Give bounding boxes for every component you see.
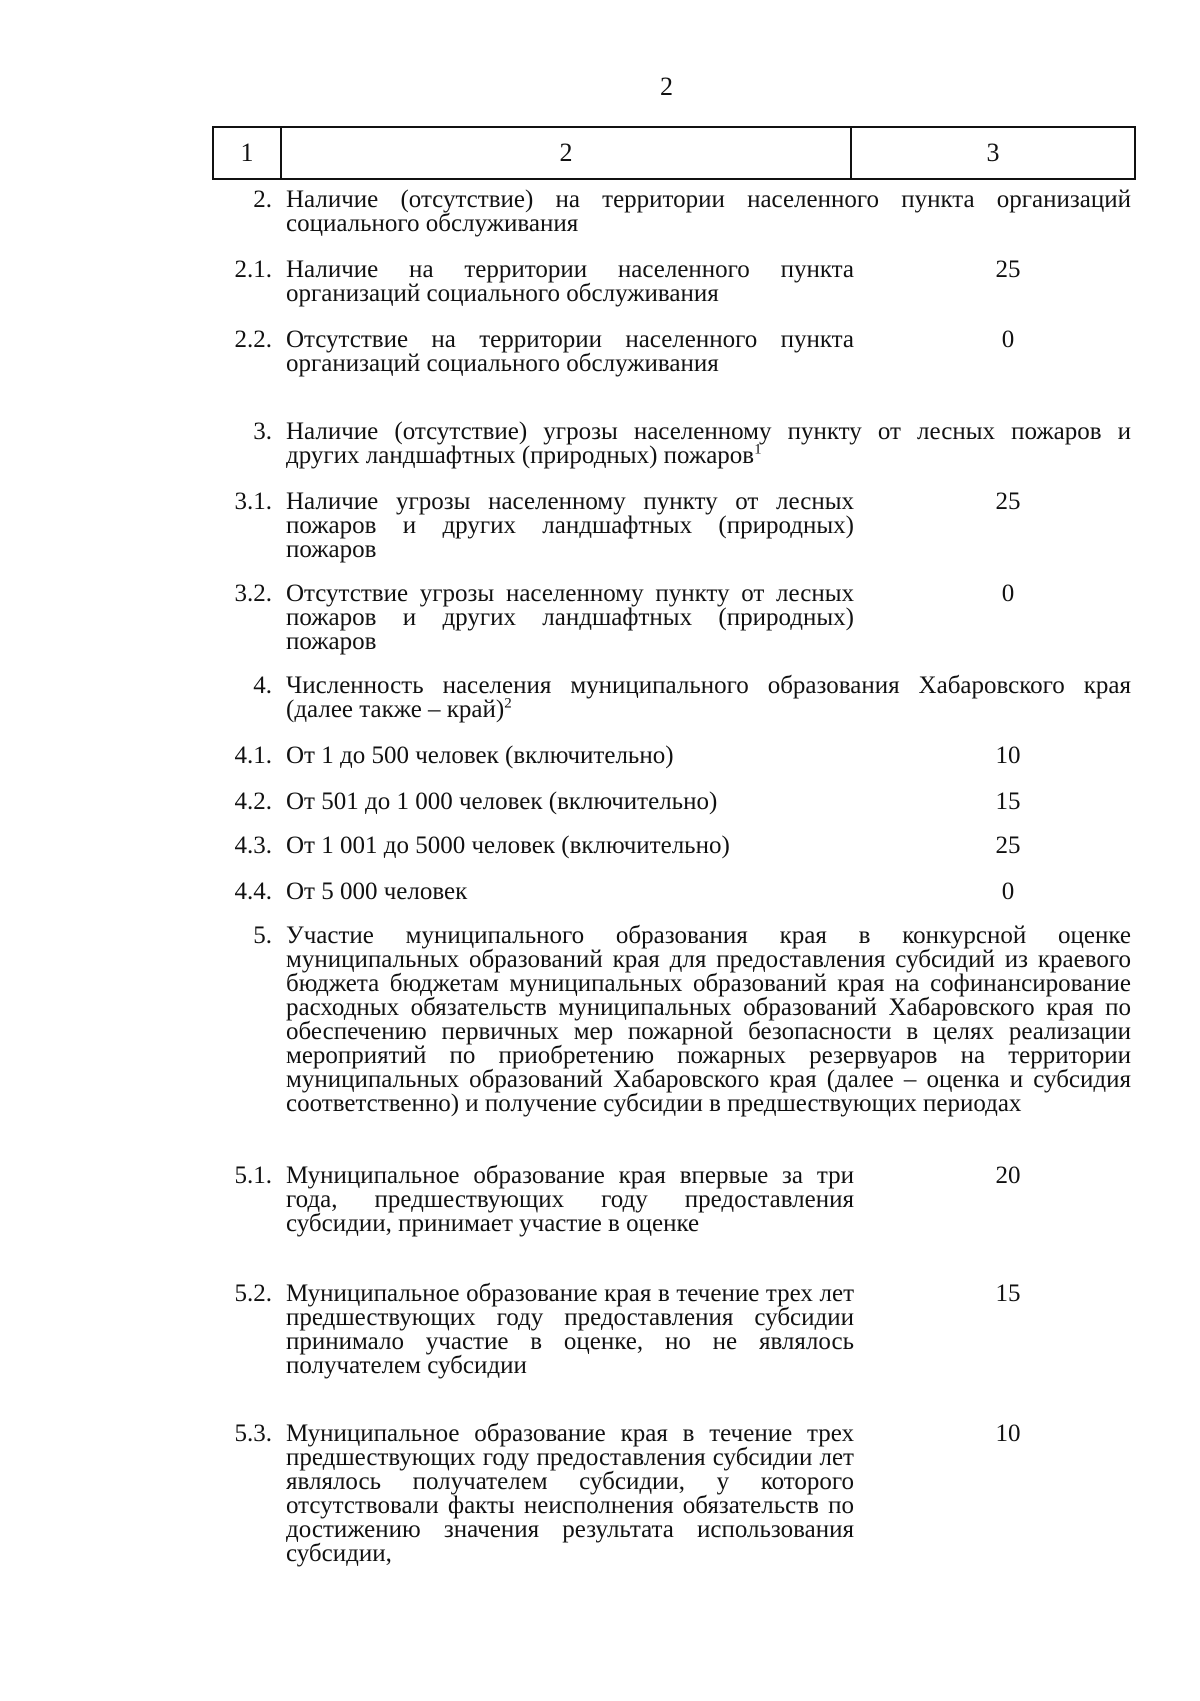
row-number: 3. (253, 418, 272, 445)
table-header-row (212, 126, 1136, 180)
row-text-content: Наличие (отсутствие) угрозы населенному пункту от лесных пожаров и других ландшафтных (природных) пожаров (286, 418, 1131, 469)
row-number: 4. (253, 672, 272, 699)
row-text (286, 674, 1131, 722)
row-text: Муниципальное образование края в течение трех лет предшествующих году предоставления субсидии принимало участие в оценке, но не являлось получателем субсидии (286, 1280, 854, 1379)
footnote-marker: 2 (504, 695, 512, 712)
row-number: 5.2. (234, 1280, 272, 1307)
row-score: 15 (995, 788, 1021, 815)
row-number: 4.1. (234, 742, 272, 769)
row-text: От 501 до 1 000 человек (включительно) (286, 788, 718, 815)
row-text: Муниципальное образование края впервые за три года, предшествующих году предоставления субсидии, принимает участие в оценке (286, 1162, 854, 1237)
row-number: 4.3. (234, 832, 272, 859)
row-text: Участие муниципального образования края в конкурсной оценке муниципальных образований края для предоставления субсидий из краевого бюджета бюджетам муниципальных образований края на софинансирование расходных обязательств муниципальных образований Хабаровского края по обеспечению первичных мер пожарной безопасности в целях реализации мероприятий по приобретению пожарных резервуаров на территории муниципальных образований Хабаровского края (далее – оценка и субсидия соответственно) и получение субсидии в предшествующих периодах (286, 922, 1131, 1117)
row-number: 5.3. (234, 1420, 272, 1447)
row-text: Наличие на территории населенного пункта организаций социального обслуживания (286, 256, 854, 307)
row-number: 2.1. (234, 256, 272, 283)
row-text (286, 420, 1131, 468)
row-number: 2.2. (234, 326, 272, 353)
row-score: 10 (995, 1420, 1021, 1447)
header-col-2: 2 (282, 128, 852, 178)
row-number: 3.1. (234, 488, 272, 515)
page-number: 2 (660, 72, 673, 101)
row-score: 0 (1001, 878, 1015, 905)
row-text-content: Численность населения муниципального образования Хабаровского края (далее также – край) (286, 672, 1131, 723)
header-col-1: 1 (214, 128, 282, 178)
row-number: 5. (253, 922, 272, 949)
row-number: 5.1. (234, 1162, 272, 1189)
row-score: 25 (995, 488, 1021, 515)
row-text: Наличие (отсутствие) на территории населенного пункта организаций социального обслуживания (286, 186, 1131, 237)
row-number: 2. (253, 186, 272, 213)
row-score: 15 (995, 1280, 1021, 1307)
header-col-3: 3 (986, 138, 1000, 167)
row-text: Отсутствие на территории населенного пункта организаций социального обслуживания (286, 326, 854, 377)
row-score: 20 (995, 1162, 1021, 1189)
row-text: От 1 001 до 5000 человек (включительно) (286, 832, 730, 859)
row-score: 25 (995, 256, 1021, 283)
row-number: 4.2. (234, 788, 272, 815)
footnote-marker: 1 (754, 441, 762, 458)
row-text: От 1 до 500 человек (включительно) (286, 742, 674, 769)
row-text: От 5 000 человек (286, 878, 468, 905)
row-text: Муниципальное образование края в течение трех предшествующих году предоставления субсидии лет являлось получателем субсидии, у которого отсутствовали факты неисполнения обязательств по достижению значения результата использования субсидии, (286, 1420, 854, 1567)
row-number: 3.2. (234, 580, 272, 607)
row-number: 4.4. (234, 878, 272, 905)
row-text: Наличие угрозы населенному пункту от лесных пожаров и других ландшафтных (природных) пожаров (286, 488, 854, 563)
row-score: 0 (1001, 326, 1015, 353)
row-score: 10 (995, 742, 1021, 769)
row-score: 0 (1001, 580, 1015, 607)
row-score: 25 (995, 832, 1021, 859)
row-text: Отсутствие угрозы населенному пункту от лесных пожаров и других ландшафтных (природных) пожаров (286, 580, 854, 655)
